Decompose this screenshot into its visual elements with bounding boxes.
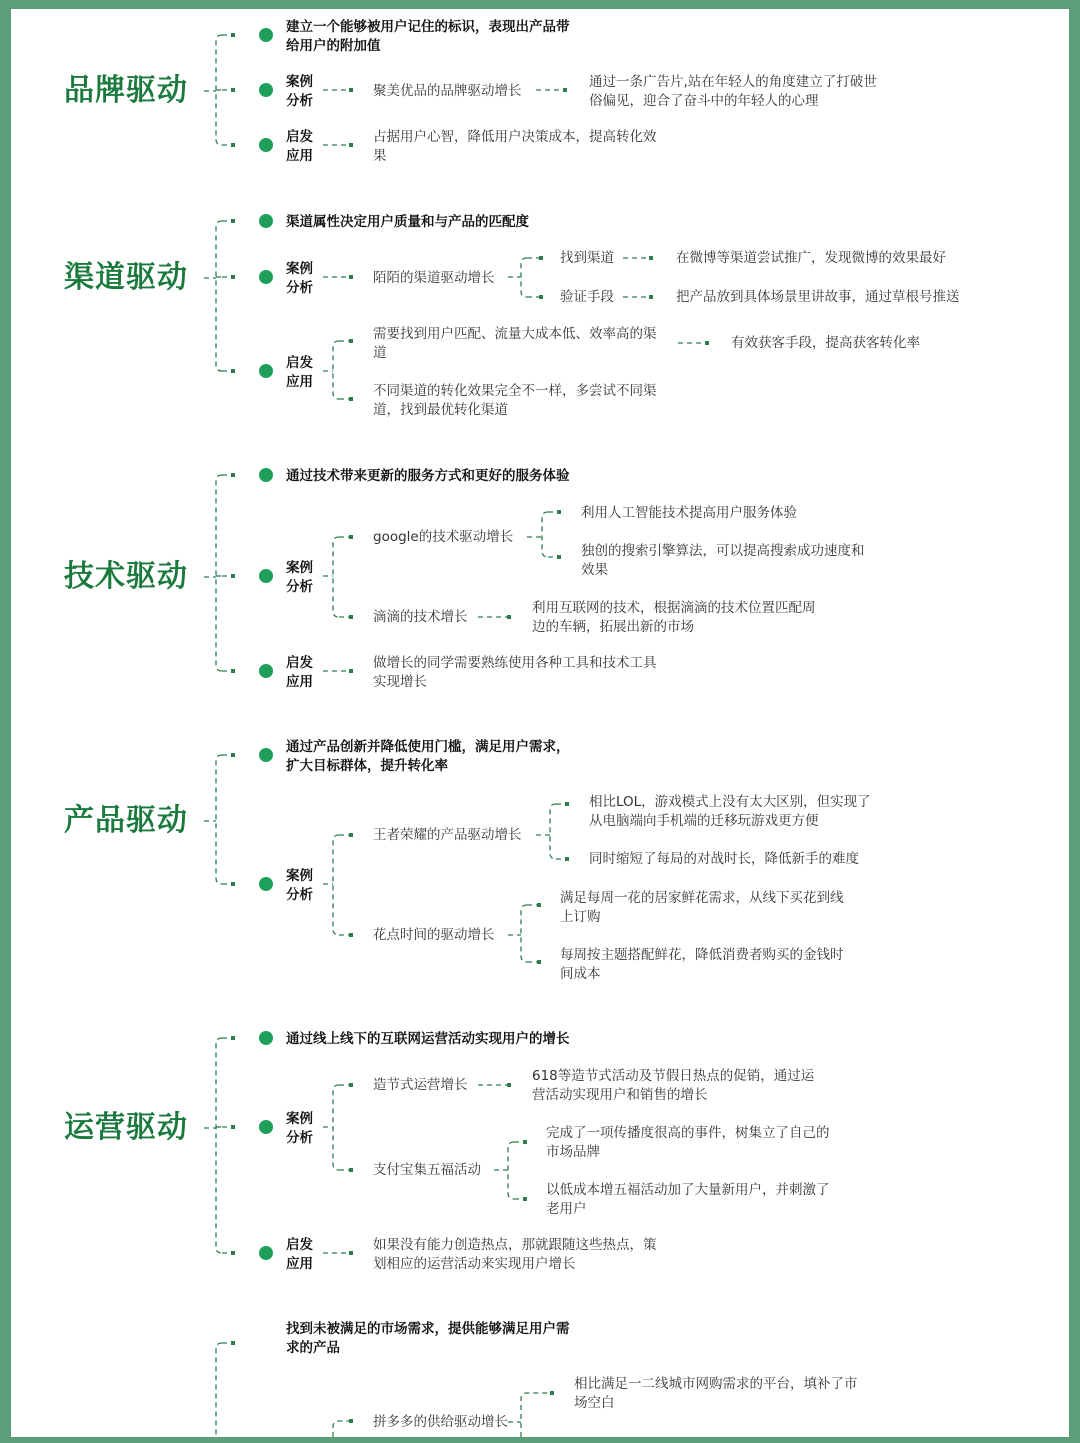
didi-detail: 利用互联网的技术，根据滴滴的技术位置匹配周 边的车辆，拓展出新的市场 bbox=[532, 600, 816, 635]
tech-case-label: 案例 分析 bbox=[286, 560, 313, 595]
connector-end-marker bbox=[349, 1251, 353, 1255]
wzry-item: 相比LOL，游戏模式上没有太大区别，但实现了 从电脑端向手机端的迁移玩游戏更方便 bbox=[589, 794, 871, 829]
connector-line bbox=[216, 1038, 222, 1253]
zfb-item: 完成了一项传播度很高的事件，树集立了自己的 市场品牌 bbox=[546, 1125, 830, 1160]
connector-line bbox=[333, 341, 339, 399]
connector-end-marker bbox=[537, 960, 541, 964]
connector-end-marker bbox=[231, 369, 235, 373]
connector-end-marker bbox=[349, 275, 353, 279]
connector-line bbox=[333, 835, 339, 935]
connector-line bbox=[333, 537, 339, 617]
brand-definition: 建立一个能够被用户记住的标识，表现出产品带 给用户的附加值 bbox=[286, 19, 570, 54]
connector-line bbox=[521, 258, 527, 297]
jie-detail: 618等造节式活动及节假日热点的促销，通过运 营活动实现用户和销售的增长 bbox=[532, 1068, 815, 1103]
connector-end-marker bbox=[231, 669, 235, 673]
green-circle-icon bbox=[259, 83, 273, 97]
connector-end-marker bbox=[231, 574, 235, 578]
channel-case-label: 案例 分析 bbox=[286, 261, 313, 296]
tech-definition: 通过技术带来更新的服务方式和更好的服务体验 bbox=[286, 468, 570, 484]
channel-definition: 渠道属性决定用户质量和与产品的匹配度 bbox=[286, 214, 529, 230]
connector-end-marker bbox=[349, 339, 353, 343]
connector-lines bbox=[11, 9, 1069, 1437]
connector-end-marker bbox=[231, 882, 235, 886]
tech-app-text: 做增长的同学需要熟练使用各种工具和技术工具 实现增长 bbox=[373, 655, 657, 690]
connector-end-marker bbox=[349, 833, 353, 837]
connector-end-marker bbox=[349, 535, 353, 539]
wzry-item: 同时缩短了每局的对战时长，降低新手的难度 bbox=[589, 851, 859, 867]
connector-line bbox=[521, 1393, 552, 1437]
green-circle-icon bbox=[259, 1120, 273, 1134]
connector-end-marker bbox=[565, 857, 569, 861]
connector-line bbox=[216, 475, 222, 671]
green-circle-icon bbox=[259, 468, 273, 482]
green-circle-icon bbox=[259, 748, 273, 762]
operation-app-text: 如果没有能力创造热点，那就跟随这些热点，策 划相应的运营活动来实现用户增长 bbox=[373, 1237, 657, 1272]
connector-end-marker bbox=[231, 143, 235, 147]
google-item: 利用人工智能技术提高用户服务体验 bbox=[581, 505, 797, 521]
connector-end-marker bbox=[557, 555, 561, 559]
operation-case-jie: 造节式运营增长 bbox=[373, 1077, 468, 1093]
section-title-brand: 品牌驱动 bbox=[64, 73, 188, 108]
google-item: 独创的搜索引擎算法，可以提高搜索成功速度和 效果 bbox=[581, 543, 865, 578]
connector-end-marker bbox=[349, 397, 353, 401]
brand-app-label: 启发 应用 bbox=[286, 129, 313, 164]
green-circle-icon bbox=[259, 569, 273, 583]
connector-end-marker bbox=[231, 1341, 235, 1345]
brand-case-name: 聚美优品的品牌驱动增长 bbox=[373, 83, 522, 99]
connector-end-marker bbox=[550, 1391, 554, 1395]
green-circle-icon bbox=[259, 270, 273, 284]
operation-case-zfb: 支付宝集五福活动 bbox=[373, 1162, 481, 1178]
connector-line bbox=[333, 1085, 339, 1170]
connector-end-marker bbox=[523, 1140, 527, 1144]
brand-app-text: 占据用户心智，降低用户决策成本，提高转化效 果 bbox=[373, 129, 657, 164]
connector-end-marker bbox=[523, 1197, 527, 1201]
connector-line bbox=[521, 905, 527, 962]
tech-app-label: 启发 应用 bbox=[286, 655, 313, 690]
green-circle-icon bbox=[259, 1031, 273, 1045]
product-case-hua: 花点时间的驱动增长 bbox=[373, 927, 495, 943]
connector-line bbox=[216, 221, 222, 371]
channel-app-result: 有效获客手段，提高获客转化率 bbox=[731, 335, 920, 351]
connector-line bbox=[542, 512, 548, 557]
brand-case-detail: 通过一条广告片,站在年轻人的角度建立了打破世 俗偏见，迎合了奋斗中的年轻人的心理 bbox=[589, 74, 877, 109]
connector-end-marker bbox=[557, 510, 561, 514]
channel-step-detail: 在微博等渠道尝试推广，发现微博的效果最好 bbox=[676, 250, 946, 266]
connector-end-marker bbox=[231, 219, 235, 223]
channel-step-name: 验证手段 bbox=[560, 289, 614, 305]
connector-end-marker bbox=[507, 615, 511, 619]
connector-end-marker bbox=[563, 88, 567, 92]
product-case-wzry: 王者荣耀的产品驱动增长 bbox=[373, 827, 522, 843]
green-circle-icon bbox=[259, 877, 273, 891]
connector-end-marker bbox=[705, 341, 709, 345]
section-title-product: 产品驱动 bbox=[64, 803, 188, 838]
connector-end-marker bbox=[649, 256, 653, 260]
connector-end-marker bbox=[507, 1083, 511, 1087]
connector-line bbox=[508, 1142, 514, 1199]
connector-end-marker bbox=[231, 275, 235, 279]
connector-end-marker bbox=[231, 473, 235, 477]
connector-end-marker bbox=[349, 88, 353, 92]
connector-end-marker bbox=[539, 256, 543, 260]
connector-end-marker bbox=[349, 669, 353, 673]
connector-end-marker bbox=[649, 295, 653, 299]
green-circle-icon bbox=[259, 138, 273, 152]
zfb-item: 以低成本增五福活动加了大量新用户，并刺激了 老用户 bbox=[546, 1182, 830, 1217]
channel-step-name: 找到渠道 bbox=[560, 250, 614, 266]
connector-line bbox=[216, 1343, 222, 1437]
connector-end-marker bbox=[349, 615, 353, 619]
channel-app-label: 启发 应用 bbox=[286, 355, 313, 390]
connector-end-marker bbox=[539, 295, 543, 299]
hua-item: 满足每周一花的居家鲜花需求，从线下买花到线 上订购 bbox=[560, 890, 844, 925]
connector-end-marker bbox=[565, 802, 569, 806]
green-circle-icon bbox=[259, 1246, 273, 1260]
channel-case-name: 陌陌的渠道驱动增长 bbox=[373, 270, 495, 286]
connector-end-marker bbox=[349, 143, 353, 147]
connector-end-marker bbox=[231, 1036, 235, 1040]
connector-end-marker bbox=[231, 1251, 235, 1255]
connector-end-marker bbox=[349, 1083, 353, 1087]
supply-definition: 找到未被满足的市场需求，提供能够满足用户需 求的产品 bbox=[286, 1321, 570, 1356]
connector-line bbox=[216, 755, 222, 884]
section-title-channel: 渠道驱动 bbox=[64, 260, 188, 295]
connector-end-marker bbox=[231, 33, 235, 37]
green-circle-icon bbox=[259, 28, 273, 42]
connector-end-marker bbox=[537, 903, 541, 907]
mindmap-canvas bbox=[11, 9, 1069, 1437]
connector-line bbox=[333, 1421, 351, 1437]
product-definition: 通过产品创新并降低使用门槛，满足用户需求， 扩大目标群体，提升转化率 bbox=[286, 739, 570, 774]
connector-end-marker bbox=[231, 88, 235, 92]
connector-line bbox=[550, 804, 556, 859]
tech-case-didi: 滴滴的技术增长 bbox=[373, 609, 468, 625]
green-circle-icon bbox=[259, 214, 273, 228]
green-circle-icon bbox=[259, 364, 273, 378]
connector-end-marker bbox=[349, 1419, 353, 1423]
section-title-tech: 技术驱动 bbox=[64, 559, 188, 594]
operation-definition: 通过线上线下的互联网运营活动实现用户的增长 bbox=[286, 1031, 570, 1047]
channel-step-detail: 把产品放到具体场景里讲故事，通过草根号推送 bbox=[676, 289, 960, 305]
brand-case-label: 案例 分析 bbox=[286, 74, 313, 109]
section-title-operation: 运营驱动 bbox=[64, 1110, 188, 1145]
pdd-detail: 相比满足一二线城市网购需求的平台，填补了市 场空白 bbox=[574, 1376, 858, 1411]
connector-end-marker bbox=[231, 753, 235, 757]
operation-case-label: 案例 分析 bbox=[286, 1111, 313, 1146]
tech-case-google: google的技术驱动增长 bbox=[373, 529, 514, 545]
product-case-label: 案例 分析 bbox=[286, 868, 313, 903]
hua-item: 每周按主题搭配鲜花，降低消费者购买的金钱时 间成本 bbox=[560, 947, 844, 982]
green-circle-icon bbox=[259, 664, 273, 678]
channel-app-item: 需要找到用户匹配、流量大成本低、效率高的渠 道 bbox=[373, 326, 657, 361]
connector-end-marker bbox=[349, 933, 353, 937]
supply-case-pdd: 拼多多的供给驱动增长 bbox=[373, 1414, 508, 1430]
operation-app-label: 启发 应用 bbox=[286, 1237, 313, 1272]
connector-end-marker bbox=[231, 1125, 235, 1129]
channel-app-item: 不同渠道的转化效果完全不一样，多尝试不同渠 道，找到最优转化渠道 bbox=[373, 383, 657, 418]
connector-end-marker bbox=[349, 1168, 353, 1172]
